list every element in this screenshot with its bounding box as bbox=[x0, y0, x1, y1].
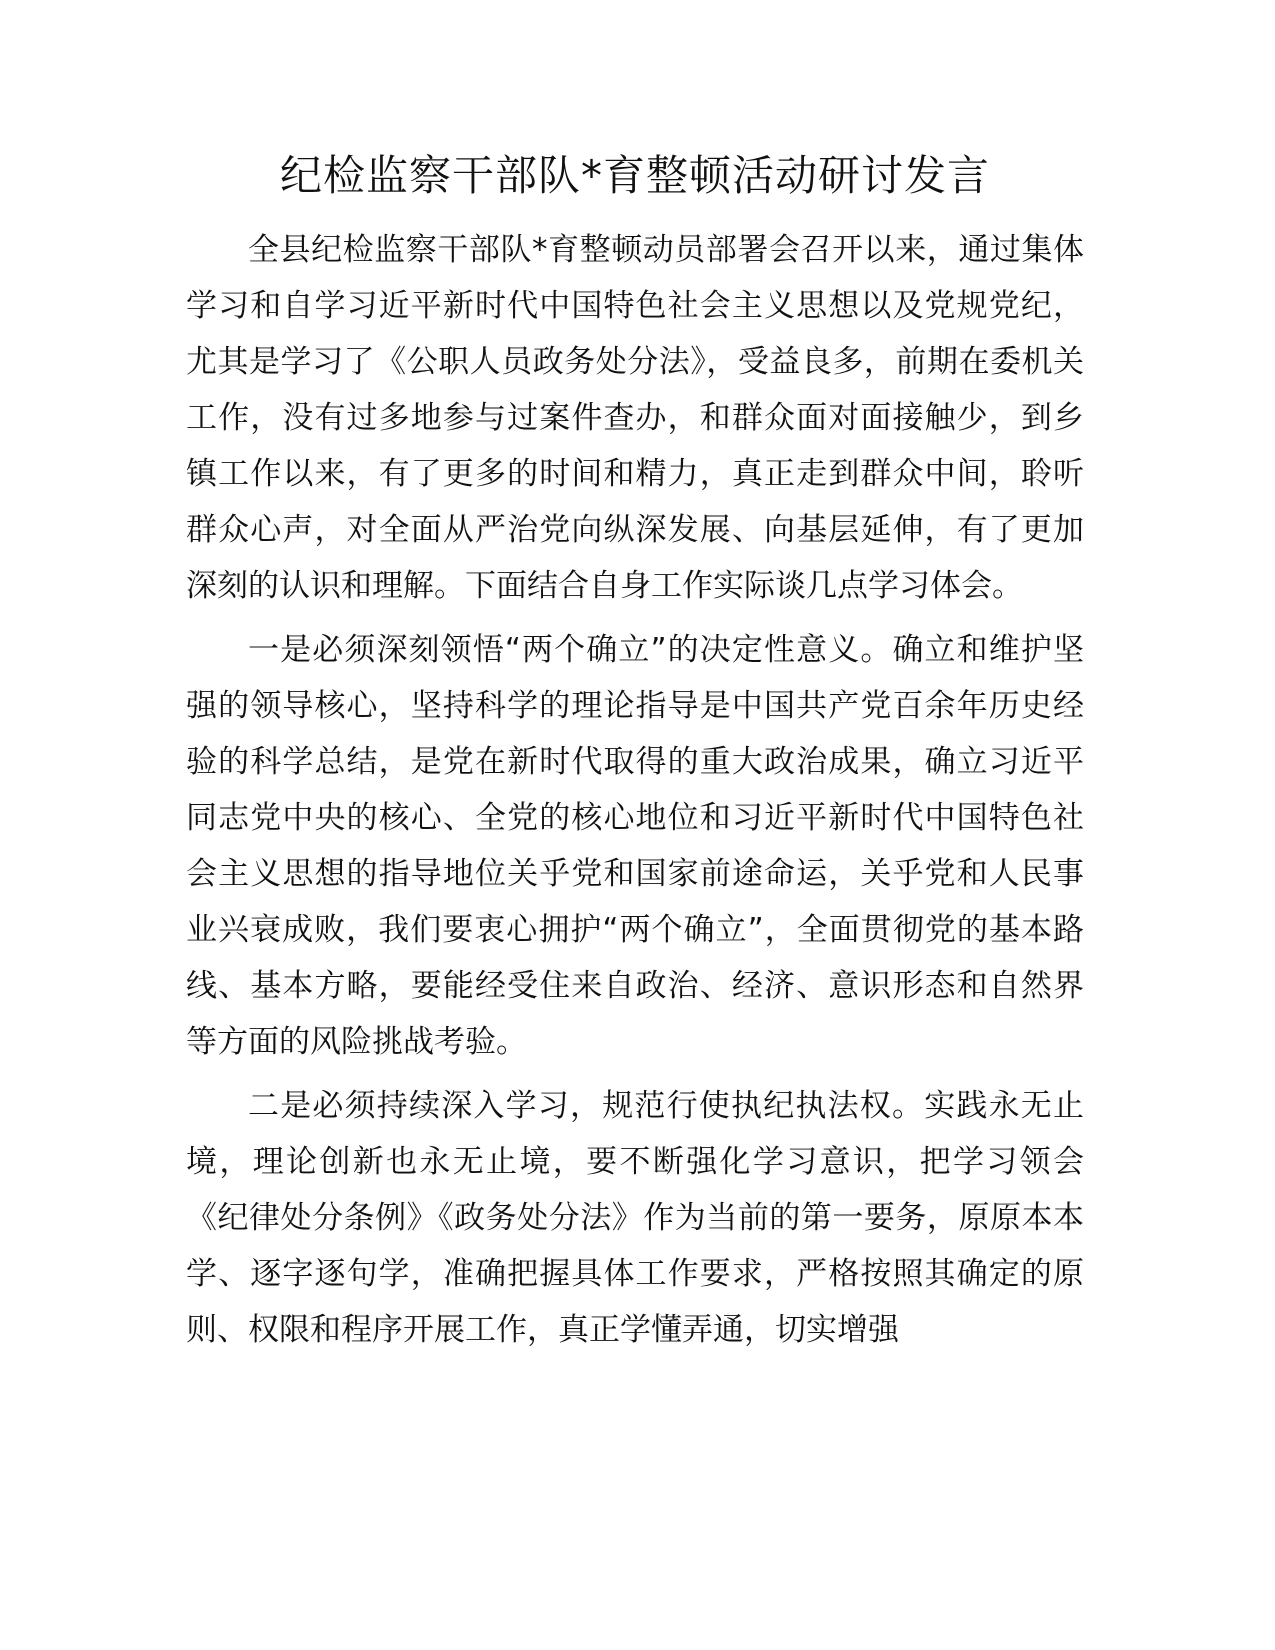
document-body bbox=[186, 222, 1084, 1366]
document-title: 纪检监察干部队*育整顿活动研讨发言 bbox=[279, 151, 990, 200]
paragraph-point-two: 二是必须持续深入学习，规范行使执纪执法权。实践永无止境，理论创新也永无止境，要不断强化学习意识，把学习领会《纪律处分条例》《政务处分法》作为当前的第一要务，原原本本学、逐字逐句学，准确把握具体工作要求，严格按照其确定的原则、权限和程序开展工作，真正学懂弄通，切实增强 bbox=[186, 1088, 1084, 1348]
paragraph-intro: 全县纪检监察干部队*育整顿动员部署会召开以来，通过集体学习和自学习近平新时代中国特色社会主义思想以及党规党纪，尤其是学习了《公职人员政务处分法》，受益良多，前期在委机关工作，没有过多地参与过案件查办，和群众面对面接触少，到乡镇工作以来，有了更多的时间和精力，真正走到群众中间，聆听群众心声，对全面从严治党向纵深发展、向基层延伸，有了更加深刻的认识和理解。下面结合自身工作实际谈几点学习体会。 bbox=[186, 232, 1084, 604]
paragraph-point-one: 一是必须深刻领悟“两个确立”的决定性意义。确立和维护坚强的领导核心，坚持科学的理论指导是中国共产党百余年历史经验的科学总结，是党在新时代取得的重大政治成果，确立习近平同志党中央的核心、全党的核心地位和习近平新时代中国特色社会主义思想的指导地位关乎党和国家前途命运，关乎党和人民事业兴衰成败，我们要衷心拥护“两个确立”，全面贯彻党的基本路线、基本方略，要能经受住来自政治、经济、意识形态和自然界等方面的风险挑战考验。 bbox=[186, 632, 1084, 1060]
